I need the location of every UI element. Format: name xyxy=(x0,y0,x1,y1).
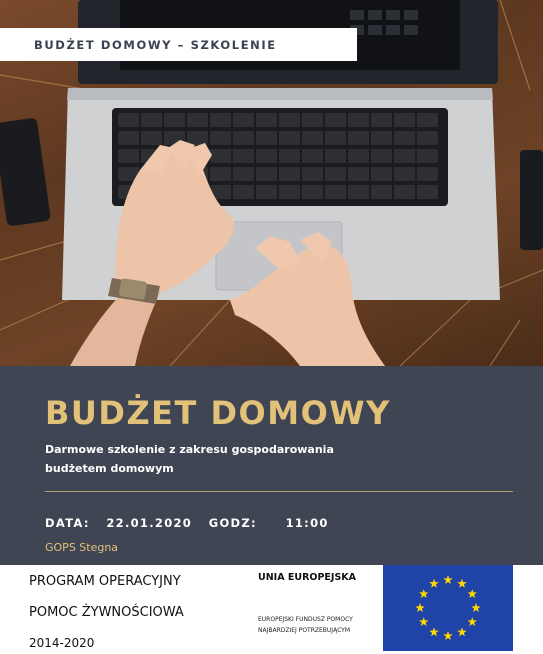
eu-title: UNIA EUROPEJSKA xyxy=(258,572,356,583)
time-label: GODZ: xyxy=(208,516,257,530)
eu-star-icon xyxy=(467,589,477,598)
eu-star-icon xyxy=(443,631,453,640)
date-value: 22.01.2020 xyxy=(106,516,193,530)
date-label: DATA: xyxy=(45,516,90,530)
program-line-1: PROGRAM OPERACYJNY xyxy=(29,574,181,589)
eu-star-icon xyxy=(457,627,467,636)
eu-fund-text xyxy=(258,614,380,636)
eu-star-icon xyxy=(467,617,477,626)
banner-label: BUDŻET DOMOWY – SZKOLENIE xyxy=(34,37,277,52)
eu-star-icon xyxy=(415,603,425,612)
eu-star-icon xyxy=(471,603,481,612)
date-time-row xyxy=(45,516,329,530)
eu-flag-icon xyxy=(383,565,513,651)
subtitle-line-1: Darmowe szkolenie z zakresu gospodarowania xyxy=(45,443,334,456)
eu-star-icon xyxy=(429,627,439,636)
eu-fund-line-2: NAJBARDZIEJ POTRZEBUJĄCYM xyxy=(258,627,350,634)
program-line-2: POMOC ŻYWNOŚCIOWA xyxy=(29,605,184,620)
eu-star-icon xyxy=(419,617,429,626)
top-banner xyxy=(0,28,357,61)
eu-stars-icon xyxy=(383,565,513,651)
eu-star-icon xyxy=(443,575,453,584)
time-value: 11:00 xyxy=(285,516,329,530)
event-info-panel xyxy=(0,366,543,565)
divider xyxy=(45,491,513,492)
eu-fund-line-1: EUROPEJSKI FUNDUSZ POMOCY xyxy=(258,616,353,623)
event-location: GOPS Stegna xyxy=(45,541,119,554)
subtitle-line-2: budżetem domowym xyxy=(45,462,174,475)
event-subtitle xyxy=(45,440,465,478)
footer xyxy=(0,565,543,654)
eu-star-icon xyxy=(429,579,439,588)
eu-star-icon xyxy=(419,589,429,598)
event-title: BUDŻET DOMOWY xyxy=(45,394,391,432)
eu-star-icon xyxy=(457,579,467,588)
program-line-3: 2014-2020 xyxy=(29,636,95,650)
